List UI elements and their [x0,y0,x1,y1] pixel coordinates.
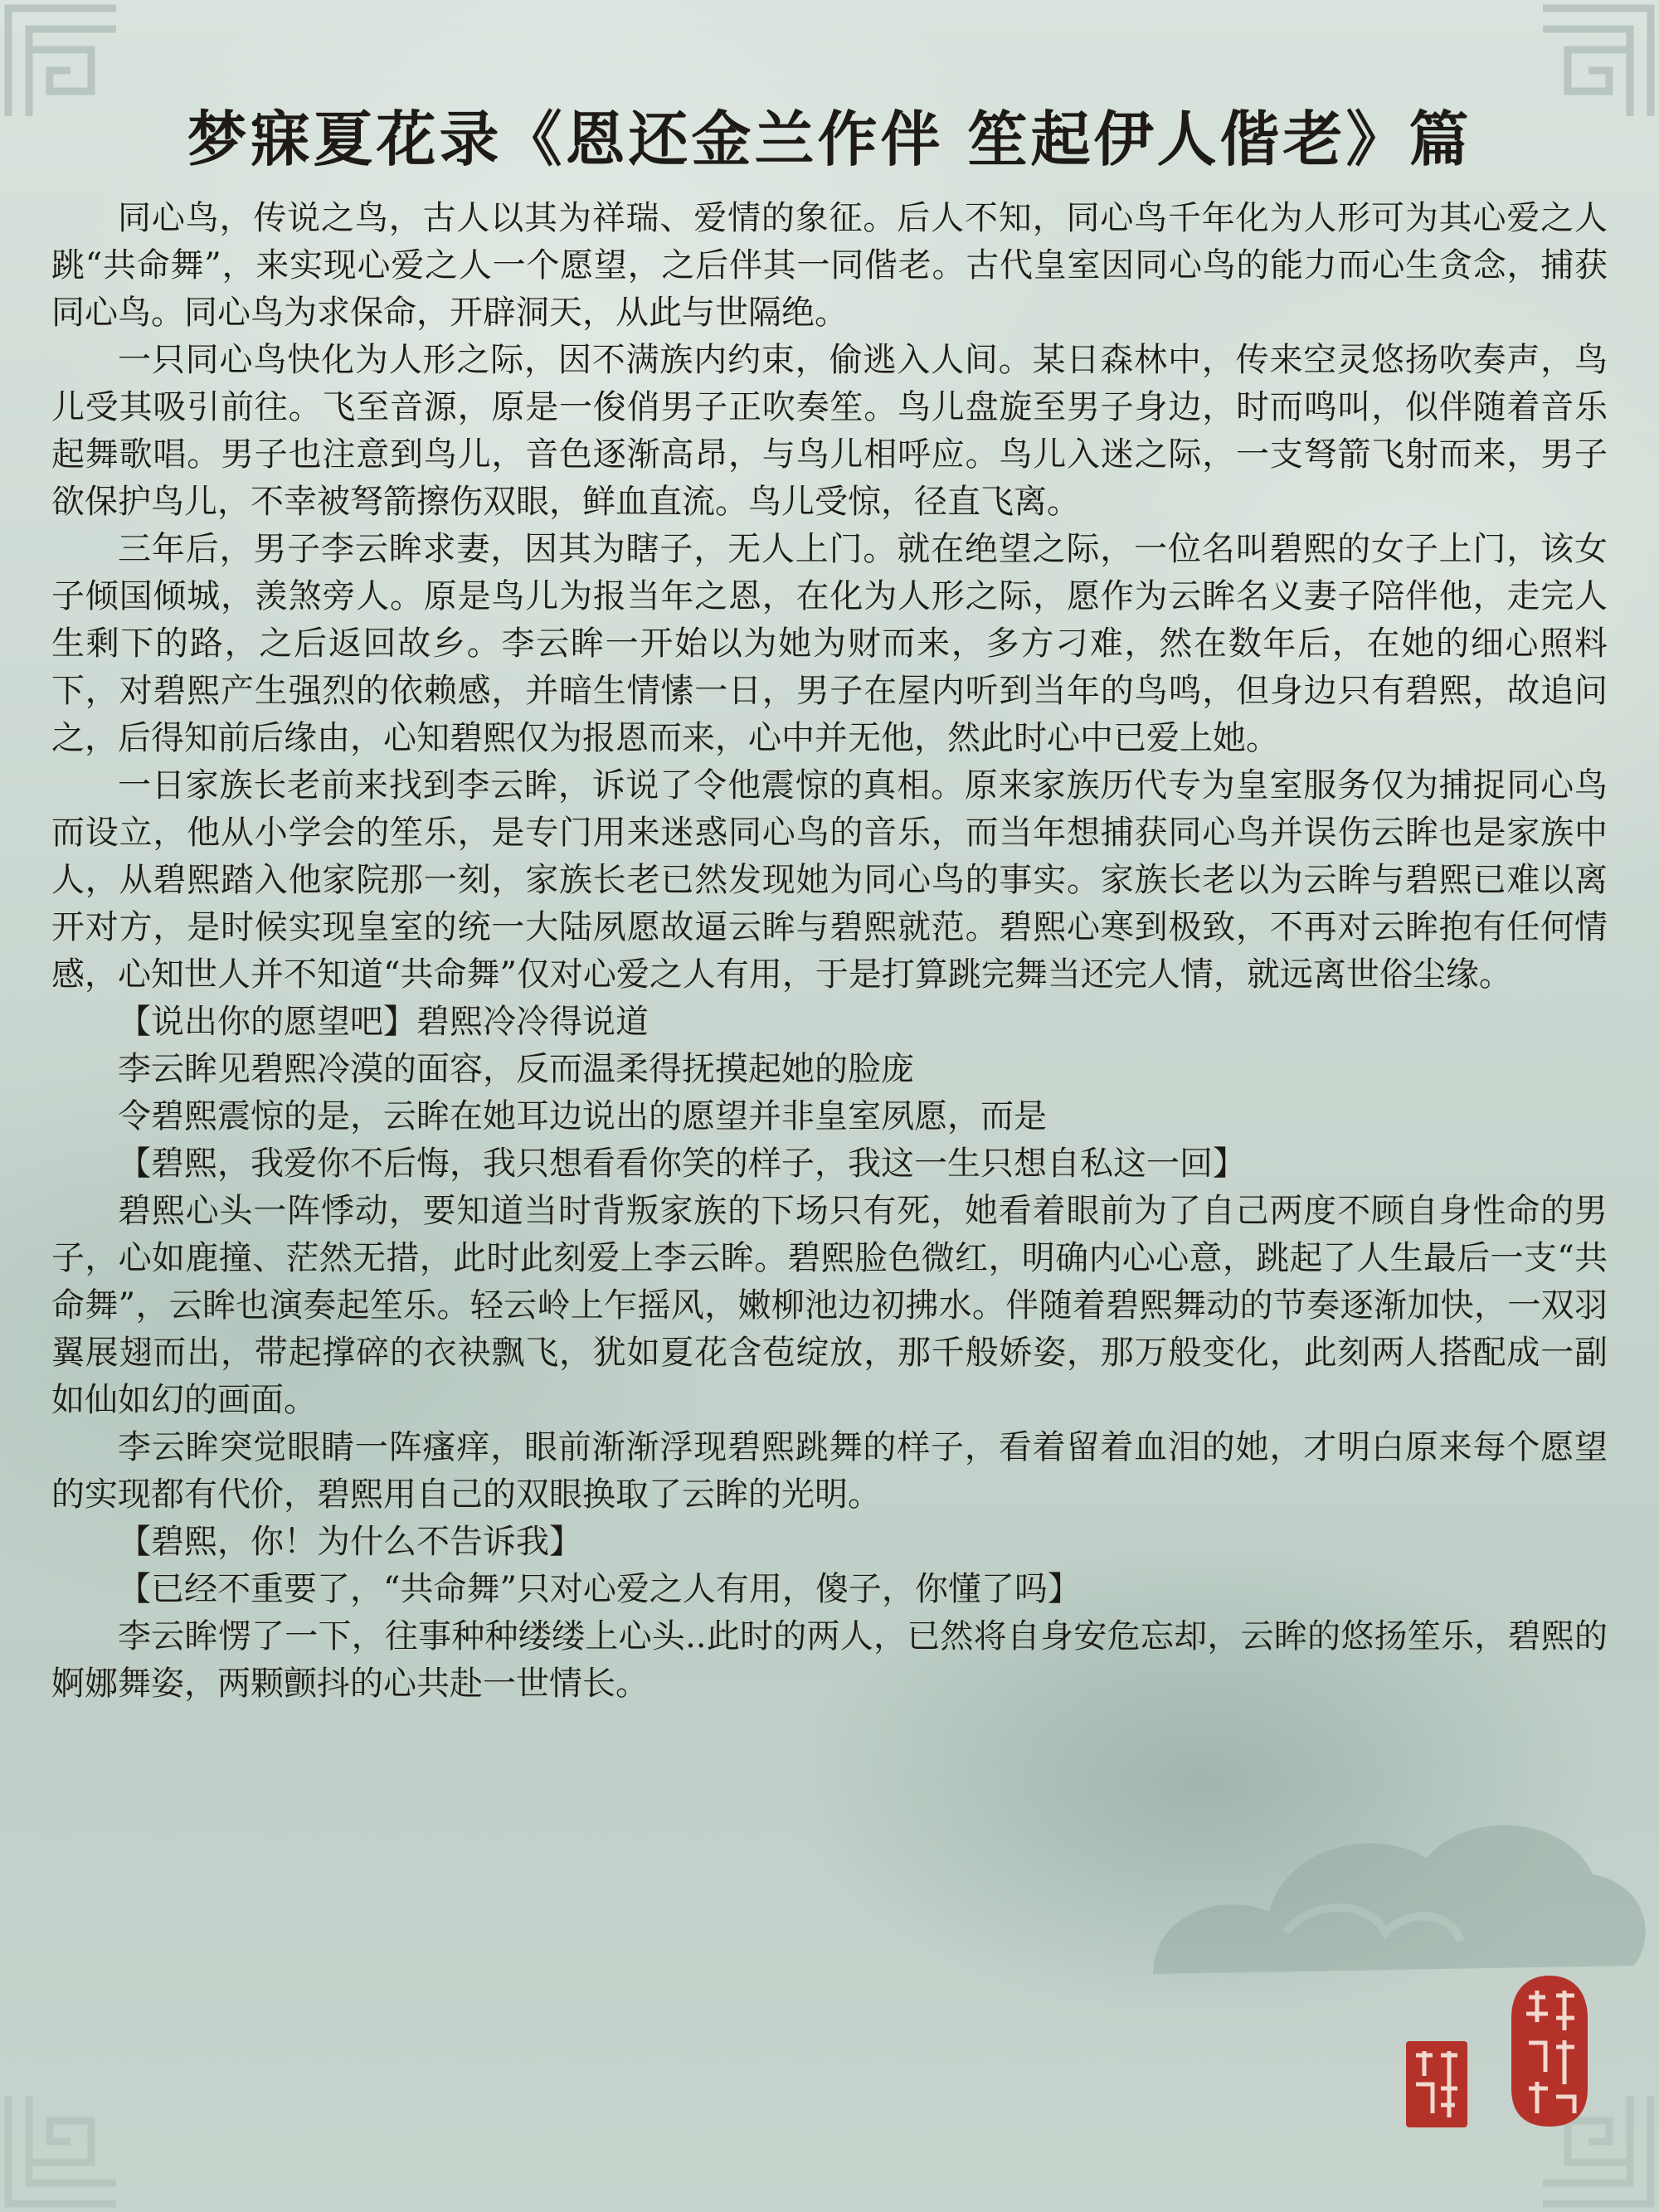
page-title: 梦寐夏花录《恩还金兰作伴 笙起伊人偕老》篇 [187,104,1472,174]
paragraph: 一日家族长老前来找到李云眸，诉说了令他震惊的真相。原来家族历代专为皇室服务仅为捕捉同心鸟而设立，他从小学会的笙乐，是专门用来迷惑同心鸟的音乐，而当年想捕获同心鸟并误伤云眸也是家族中人，从碧熙踏入他家院那一刻，家族长老已然发现她为同心鸟的事实。家族长老以为云眸与碧熙已难以离开对方，是时候实现皇室的统一大陆夙愿故逼云眸与碧熙就范。碧熙心寒到极致，不再对云眸抱有任何情感，心知世人并不知道“共命舞”仅对心爱之人有用，于是打算跳完舞当还完人情，就远离世俗尘缘。 [51,766,1608,994]
dialogue-line: 【碧熙，我爱你不后悔，我只想看看你笑的样子，我这一生只想自私这一回】 [118,1145,1246,1183]
seal-stamp-large [1508,1972,1591,2130]
dialogue-line: 令碧熙震惊的是，云眸在她耳边说出的愿望并非皇室夙愿，而是 [118,1097,1047,1135]
paragraph: 一只同心鸟快化为人形之际，因不满族内约束，偷逃入人间。某日森林中，传来空灵悠扬吹奏声，鸟儿受其吸引前往。飞至音源，原是一俊俏男子正吹奏笙。鸟儿盘旋至男子身边，时而鸣叫，似伴随着音乐起舞歌唱。男子也注意到鸟儿，音色逐渐高昂，与鸟儿相呼应。鸟儿入迷之际，一支弩箭飞射而来，男子欲保护鸟儿，不幸被弩箭擦伤双眼，鲜血直流。鸟儿受惊，径直飞离。 [51,341,1608,521]
dialogue-line: 【碧熙，你！为什么不告诉我】 [118,1523,582,1561]
paragraph: 李云眸愣了一下，往事种种缕缕上心头..此时的两人，已然将自身安危忘却，云眸的悠扬笙乐，碧熙的婀娜舞姿，两颗颤抖的心共赴一世情长。 [51,1617,1608,1703]
dialogue-line: 【说出你的愿望吧】碧熙冷冷得说道 [118,1003,649,1041]
paragraph: 碧熙心头一阵悸动，要知道当时背叛家族的下场只有死，她看着眼前为了自己两度不顾自身性命的男子，心如鹿撞、茫然无措，此时此刻爱上李云眸。碧熙脸色微红，明确内心心意，跳起了人生最后一支“共命舞”，云眸也演奏起笙乐。轻云岭上乍摇风，嫩柳池边初拂水。伴随着碧熙舞动的节奏逐渐加快，一双羽翼展翅而出，带起撑碎的衣袂飘飞，犹如夏花含苞绽放，那千般娇姿，那万般变化，此刻两人搭配成一副如仙如幻的画面。 [51,1192,1608,1419]
paragraph: 同心鸟，传说之鸟，古人以其为祥瑞、爱情的象征。后人不知，同心鸟千年化为人形可为其心爱之人跳“共命舞”，来实现心爱之人一个愿望，之后伴其一同偕老。古代皇室因同心鸟的能力而心生贪念，捕获同心鸟。同心鸟为求保命，开辟洞天，从此与世隔绝。 [51,199,1608,332]
dialogue-line: 【已经不重要了，“共命舞”只对心爱之人有用，傻子，你懂了吗】 [118,1570,1081,1608]
seal-stamp-small [1404,2039,1470,2130]
story-text [51,195,1608,1708]
paragraph: 李云眸突觉眼睛一阵瘙痒，眼前渐渐浮现碧熙跳舞的样子，看着留着血泪的她，才明白原来每个愿望的实现都有代价，碧熙用自己的双眼换取了云眸的光明。 [51,1428,1608,1514]
paragraph: 三年后，男子李云眸求妻，因其为瞎子，无人上门。就在绝望之际，一位名叫碧熙的女子上门，该女子倾国倾城，羡煞旁人。原是鸟儿为报当年之恩，在化为人形之际，愿作为云眸名义妻子陪伴他，走完人生剩下的路，之后返回故乡。李云眸一开始以为她为财而来，多方刁难，然在数年后，在她的细心照料下，对碧熙产生强烈的依赖感，并暗生情愫一日，男子在屋内听到当年的鸟鸣，但身边只有碧熙，故追问之，后得知前后缘由，心知碧熙仅为报恩而来，心中并无他，然此时心中已爱上她。 [51,530,1608,757]
corner-ornament [0,2088,124,2212]
dialogue-line: 李云眸见碧熙冷漠的面容，反而温柔得抚摸起她的脸庞 [118,1050,914,1088]
